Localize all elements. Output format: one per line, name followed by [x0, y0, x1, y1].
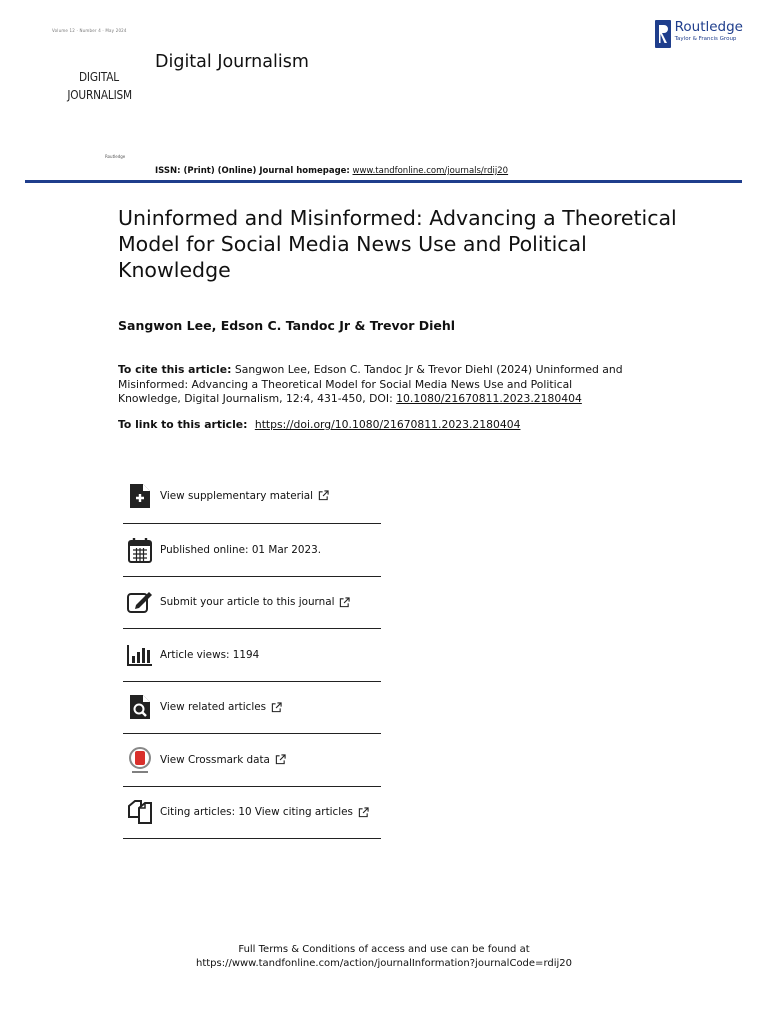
issn-label: ISSN: (Print) (Online) Journal homepage: — [155, 166, 350, 176]
list-item-supplementary[interactable] — [123, 468, 381, 524]
cite-doi-link[interactable]: 10.1080/21670811.2023.2180404 — [396, 392, 582, 405]
masthead-tiny-text: Volume 12 · Number 4 · May 2024 — [52, 28, 127, 33]
crossmark-icon — [125, 745, 155, 775]
header-divider — [25, 180, 742, 183]
article-doi-link[interactable]: https://doi.org/10.1080/21670811.2023.2180404 — [254, 418, 521, 431]
cite-label: To cite this article: — [118, 363, 232, 376]
external-link-icon — [318, 490, 329, 501]
search-doc-icon — [125, 692, 155, 722]
list-item-crossmark[interactable] — [123, 734, 381, 787]
external-link-icon — [275, 754, 286, 765]
list-item-submit[interactable] — [123, 577, 381, 630]
file-plus-icon — [125, 481, 155, 511]
journal-brand-logo — [63, 68, 135, 104]
journal-name: Digital Journalism — [155, 52, 309, 72]
footer-terms-link[interactable]: https://www.tandfonline.com/action/journalInformation?journalCode=rdij20 — [195, 958, 573, 969]
article-authors: Sangwon Lee, Edson C. Tandoc Jr & Trevor Diehl — [118, 318, 456, 333]
edit-icon — [125, 587, 155, 617]
bar-chart-icon — [125, 640, 155, 670]
calendar-icon — [125, 535, 155, 565]
citation-block — [118, 363, 638, 407]
routledge-icon — [655, 20, 671, 48]
footer-line-1: Full Terms & Conditions of access and use can be found at — [238, 944, 530, 955]
cite-text: Sangwon Lee, Edson C. Tandoc Jr & Trevor Diehl (2024) Uninformed and Misinformed: Advancing a Theoretical Model for Social Media News Use and Political Knowledge, Digital Journalism, 12:4, 431-450, DOI: — [118, 363, 623, 405]
list-item-label: View related articles — [160, 701, 267, 714]
issn-line — [155, 166, 508, 176]
external-link-icon — [271, 702, 282, 713]
publisher-name: Routledge — [674, 19, 743, 35]
list-item-label: Citing articles: 10 View citing articles — [160, 806, 353, 819]
list-item-label: View Crossmark data — [160, 753, 270, 766]
list-item-label: Submit your article to this journal — [160, 596, 335, 609]
list-item-related[interactable] — [123, 682, 381, 735]
external-link-icon — [339, 597, 350, 608]
link-line — [118, 418, 520, 431]
publisher-sub: Taylor & Francis Group — [674, 36, 737, 42]
publisher-logo[interactable] — [655, 20, 743, 48]
article-title: Uninformed and Misinformed: Advancing a Theoretical Model for Social Media News Use and Political Knowledge — [118, 206, 677, 282]
list-item-label: Published online: 01 Mar 2023. — [160, 543, 322, 556]
external-link-icon — [358, 807, 369, 818]
small-logo-text: Routledge — [105, 154, 126, 159]
journal-homepage-link[interactable]: www.tandfonline.com/journals/rdij20 — [352, 166, 509, 176]
list-item-published — [123, 524, 381, 577]
footer-terms — [0, 943, 768, 971]
brand-logo-line-2: JOURNALISM — [67, 88, 132, 102]
citing-icon — [125, 797, 155, 827]
list-item-views — [123, 629, 381, 682]
article-links-list — [123, 468, 381, 839]
small-publisher-logo — [105, 154, 125, 159]
list-item-label: Article views: 1194 — [160, 648, 260, 661]
list-item-citing[interactable] — [123, 787, 381, 840]
link-label: To link to this article: — [118, 418, 248, 431]
brand-logo-line-1: DIGITAL — [78, 70, 120, 84]
list-item-label: View supplementary material — [160, 489, 314, 502]
publisher-text — [675, 20, 743, 43]
